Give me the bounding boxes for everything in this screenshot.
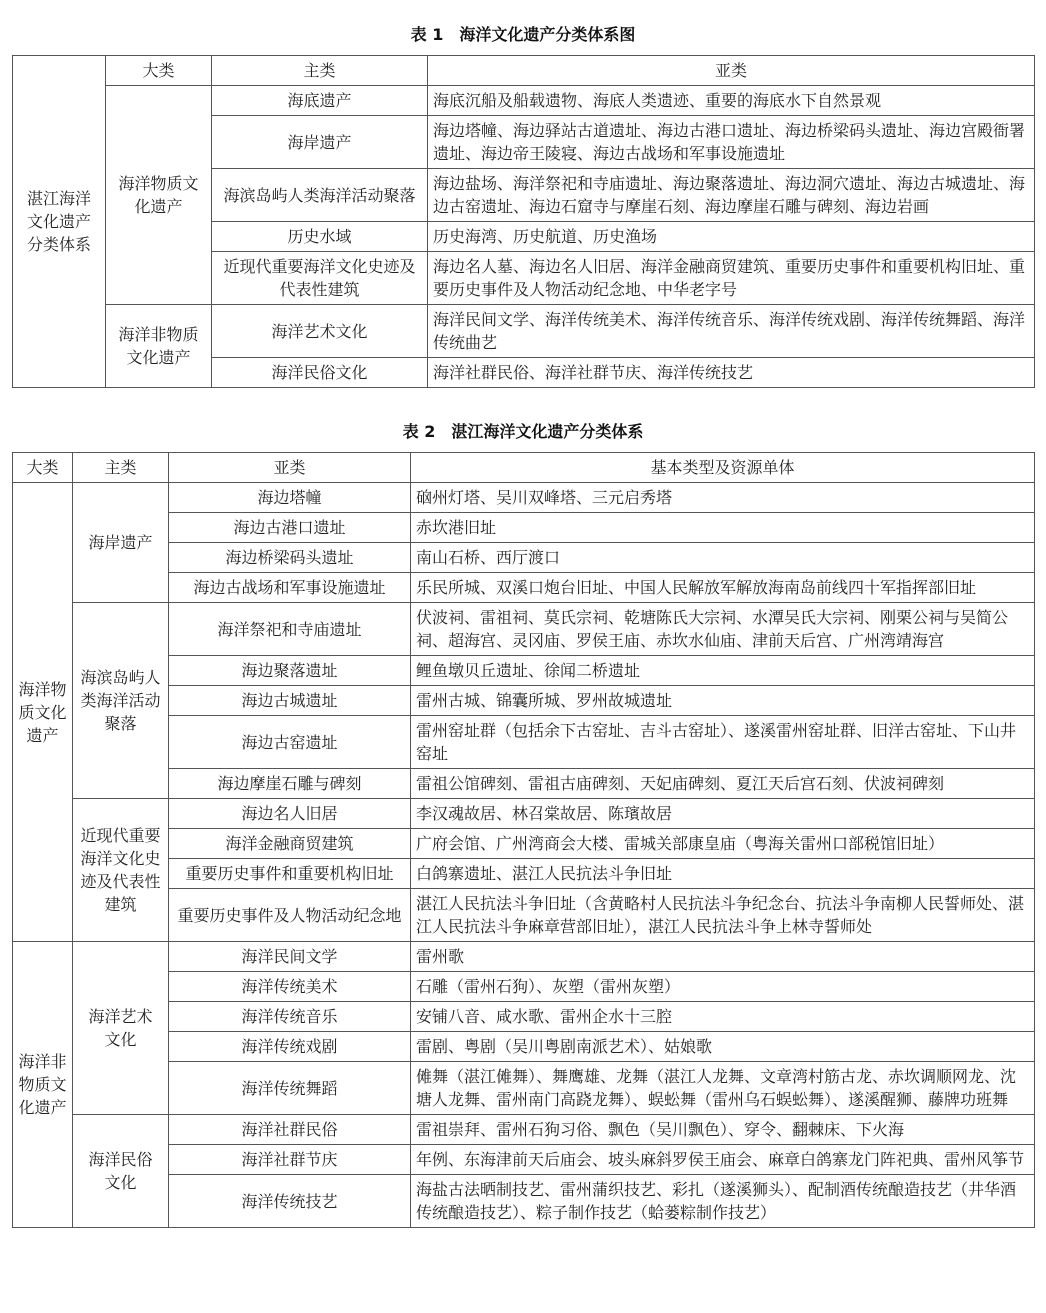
main-category-cell: 历史水域 [212,222,428,252]
subcategory-cell: 海洋社群民俗 [169,1115,411,1145]
resource-items-cell: 安铺八音、咸水歌、雷州企水十三腔 [411,1002,1035,1032]
resource-items-cell: 雷州古城、锦囊所城、罗州故城遗址 [411,686,1035,716]
main-category-cell: 海底遗产 [212,86,428,116]
table-row [13,86,1035,116]
subcategory-cell: 海洋传统舞蹈 [169,1062,411,1115]
column-header: 大类 [106,56,212,86]
main-category-cell: 海滨岛屿人 类海洋活动 聚落 [73,603,169,799]
table-row [13,56,1035,86]
main-category-cell: 海洋艺术 文化 [73,942,169,1115]
subcategory-cell: 海洋民间文学 [169,942,411,972]
subcategory-cell: 海边古城遗址 [169,686,411,716]
main-category-cell: 海洋民俗文化 [212,358,428,388]
table-2-title: 表 2 湛江海洋文化遗产分类体系 [402,422,644,441]
resource-items-cell: 广府会馆、广州湾商会大楼、雷城关部康皇庙（粤海关雷州口部税馆旧址） [411,829,1035,859]
root-category-cell: 湛江海洋 文化遗产 分类体系 [13,56,106,388]
major-category-cell: 海洋非 物质文 化遗产 [13,942,73,1228]
main-category-cell: 海岸遗产 [212,116,428,169]
resource-items-cell: 雷祖公馆碑刻、雷祖古庙碑刻、天妃庙碑刻、夏江天后宫石刻、伏波祠碑刻 [411,769,1035,799]
column-header: 亚类 [428,56,1035,86]
table-row [13,603,1035,656]
resource-items-cell: 白鸽寨遗址、湛江人民抗法斗争旧址 [411,859,1035,889]
resource-items-cell: 雷祖崇拜、雷州石狗习俗、飘色（吴川飘色）、穿令、翻棘床、下火海 [411,1115,1035,1145]
main-category-cell: 近现代重要 海洋文化史 迹及代表性 建筑 [73,799,169,942]
major-category-cell: 海洋物质文 化遗产 [106,86,212,305]
subcategory-cell: 海洋金融商贸建筑 [169,829,411,859]
subcategory-cell: 海洋传统技艺 [169,1175,411,1228]
resource-items-cell: 伏波祠、雷祖祠、莫氏宗祠、乾塘陈氏大宗祠、水潭吴氏大宗祠、刚栗公祠与吴简公祠、超海宫、灵冈庙、罗侯王庙、赤坎水仙庙、津前天后宫、广州湾靖海宫 [411,603,1035,656]
subcategory-cell: 海边名人旧居 [169,799,411,829]
subcategory-cell: 历史海湾、历史航道、历史渔场 [428,222,1035,252]
resource-items-cell: 硇州灯塔、吴川双峰塔、三元启秀塔 [411,483,1035,513]
subcategory-cell: 海洋社群民俗、海洋社群节庆、海洋传统技艺 [428,358,1035,388]
table-1-title: 表 1 海洋文化遗产分类体系图 [410,25,636,44]
table-row [13,453,1035,483]
table-row [13,942,1035,972]
resource-items-cell: 石雕（雷州石狗）、灰塑（雷州灰塑） [411,972,1035,1002]
resource-items-cell: 赤坎港旧址 [411,513,1035,543]
subcategory-cell: 海洋传统音乐 [169,1002,411,1032]
resource-items-cell: 雷剧、粤剧（吴川粤剧南派艺术）、姑娘歌 [411,1032,1035,1062]
main-category-cell: 近现代重要海洋文化史迹及代表性建筑 [212,252,428,305]
subcategory-cell: 海洋祭祀和寺庙遗址 [169,603,411,656]
main-category-cell: 海洋艺术文化 [212,305,428,358]
resource-items-cell: 湛江人民抗法斗争旧址（含黄略村人民抗法斗争纪念台、抗法斗争南柳人民誓师处、湛江人民抗法斗争麻章营部旧址），湛江人民抗法斗争上林寺誓师处 [411,889,1035,942]
resource-items-cell: 南山石桥、西厅渡口 [411,543,1035,573]
table-1-heritage-classification [12,55,1035,388]
column-header: 主类 [73,453,169,483]
subcategory-cell: 海底沉船及船载遗物、海底人类遗迹、重要的海底水下自然景观 [428,86,1035,116]
subcategory-cell: 海边古窑遗址 [169,716,411,769]
subcategory-cell: 海边桥梁码头遗址 [169,543,411,573]
resource-items-cell: 年例、东海津前天后庙会、坡头麻斜罗侯王庙会、麻章白鸽寨龙门阵祀典、雷州风筝节 [411,1145,1035,1175]
table-row [13,799,1035,829]
subcategory-cell: 海洋传统戏剧 [169,1032,411,1062]
subcategory-cell: 海洋传统美术 [169,972,411,1002]
main-category-cell: 海岸遗产 [73,483,169,603]
column-header: 大类 [13,453,73,483]
major-category-cell: 海洋物 质文化 遗产 [13,483,73,942]
main-category-cell: 海洋民俗 文化 [73,1115,169,1228]
resource-items-cell: 海盐古法晒制技艺、雷州蒲织技艺、彩扎（遂溪狮头）、配制酒传统酿造技艺（井华酒传统酿造技艺）、粽子制作技艺（蛤蒌粽制作技艺） [411,1175,1035,1228]
column-header: 主类 [212,56,428,86]
subcategory-cell: 重要历史事件及人物活动纪念地 [169,889,411,942]
subcategory-cell: 海洋民间文学、海洋传统美术、海洋传统音乐、海洋传统戏剧、海洋传统舞蹈、海洋传统曲艺 [428,305,1035,358]
subcategory-cell: 海边塔幢、海边驿站古道遗址、海边古港口遗址、海边桥梁码头遗址、海边宫殿衙署遗址、海边帝王陵寝、海边古战场和军事设施遗址 [428,116,1035,169]
main-category-cell: 海滨岛屿人类海洋活动聚落 [212,169,428,222]
subcategory-cell: 海边古战场和军事设施遗址 [169,573,411,603]
major-category-cell: 海洋非物质 文化遗产 [106,305,212,388]
subcategory-cell: 海边名人墓、海边名人旧居、海洋金融商贸建筑、重要历史事件和重要机构旧址、重要历史事件及人物活动纪念地、中华老字号 [428,252,1035,305]
table-2-zhanjiang-classification [12,452,1035,1228]
subcategory-cell: 海边摩崖石雕与碑刻 [169,769,411,799]
subcategory-cell: 重要历史事件和重要机构旧址 [169,859,411,889]
resource-items-cell: 傩舞（湛江傩舞）、舞鹰雄、龙舞（湛江人龙舞、文章湾村筋古龙、赤坎调顺网龙、沈塘人龙舞、雷州南门高跷龙舞）、蜈蚣舞（雷州乌石蜈蚣舞）、遂溪醒狮、藤牌功班舞 [411,1062,1035,1115]
table-row [13,1115,1035,1145]
resource-items-cell: 雷州歌 [411,942,1035,972]
subcategory-cell: 海边盐场、海洋祭祀和寺庙遗址、海边聚落遗址、海边洞穴遗址、海边古城遗址、海边古窑遗址、海边石窟寺与摩崖石刻、海边摩崖石雕与碑刻、海边岩画 [428,169,1035,222]
subcategory-cell: 海边古港口遗址 [169,513,411,543]
subcategory-cell: 海洋社群节庆 [169,1145,411,1175]
subcategory-cell: 海边塔幢 [169,483,411,513]
column-header: 亚类 [169,453,411,483]
table-row [13,483,1035,513]
resource-items-cell: 雷州窑址群（包括余下古窑址、吉斗古窑址）、遂溪雷州窑址群、旧洋古窑址、下山井窑址 [411,716,1035,769]
column-header: 基本类型及资源单体 [411,453,1035,483]
resource-items-cell: 李汉魂故居、林召棠故居、陈璸故居 [411,799,1035,829]
subcategory-cell: 海边聚落遗址 [169,656,411,686]
resource-items-cell: 乐民所城、双溪口炮台旧址、中国人民解放军解放海南岛前线四十军指挥部旧址 [411,573,1035,603]
resource-items-cell: 鲤鱼墩贝丘遗址、徐闻二桥遗址 [411,656,1035,686]
table-row [13,305,1035,358]
